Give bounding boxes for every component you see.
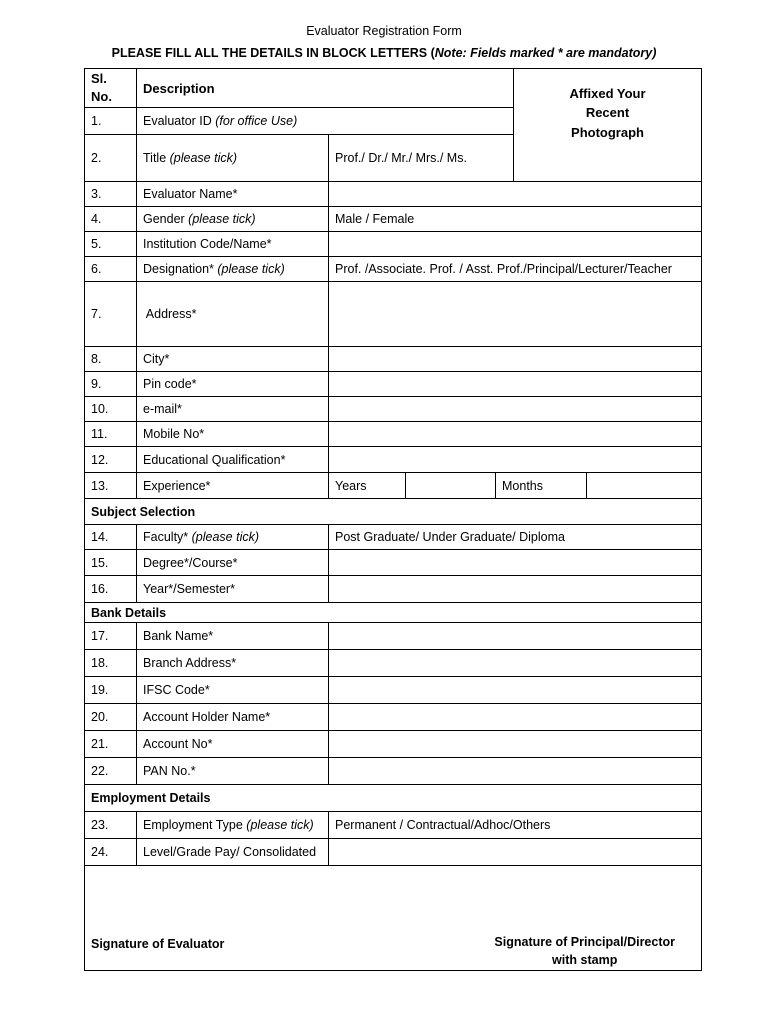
form-row-account-no — [85, 731, 702, 758]
field-label: Evaluator Name* — [137, 182, 329, 207]
title-options[interactable]: Prof./ Dr./ Mr./ Mrs./ Ms. — [329, 135, 514, 182]
form-row-gender — [85, 207, 702, 232]
row-number: 1. — [85, 108, 137, 135]
field-label: Designation* (please tick) — [137, 257, 329, 282]
form-row-institution — [85, 232, 702, 257]
field-label: Institution Code/Name* — [137, 232, 329, 257]
pan-field[interactable] — [329, 758, 702, 785]
section-bank-details — [85, 603, 702, 623]
form-row-branch-address — [85, 650, 702, 677]
pincode-field[interactable] — [329, 372, 702, 397]
form-row-employment-type — [85, 812, 702, 839]
form-row-designation — [85, 257, 702, 282]
field-label: e-mail* — [137, 397, 329, 422]
row-number: 15. — [85, 550, 137, 576]
row-number: 21. — [85, 731, 137, 758]
row-number: 17. — [85, 623, 137, 650]
photo-box: Affixed Your Recent Photograph — [514, 69, 702, 182]
field-label: Bank Name* — [137, 623, 329, 650]
faculty-options[interactable]: Post Graduate/ Under Graduate/ Diploma — [329, 525, 702, 550]
address-field[interactable] — [329, 282, 702, 347]
form-row-ifsc — [85, 677, 702, 704]
row-number: 24. — [85, 839, 137, 866]
row-number: 18. — [85, 650, 137, 677]
section-heading: Subject Selection — [85, 499, 702, 525]
account-holder-field[interactable] — [329, 704, 702, 731]
form-row-year — [85, 576, 702, 603]
row-number: 19. — [85, 677, 137, 704]
form-row-faculty — [85, 525, 702, 550]
field-label: Evaluator ID (for office Use) — [137, 108, 514, 135]
mobile-field[interactable] — [329, 422, 702, 447]
field-label: Title (please tick) — [137, 135, 329, 182]
row-number: 9. — [85, 372, 137, 397]
gender-options[interactable]: Male / Female — [329, 207, 702, 232]
row-number: 3. — [85, 182, 137, 207]
employment-type-options[interactable]: Permanent / Contractual/Adhoc/Others — [329, 812, 702, 839]
field-label: Account No* — [137, 731, 329, 758]
field-label: Pin code* — [137, 372, 329, 397]
form-row-degree — [85, 550, 702, 576]
designation-options[interactable]: Prof. /Associate. Prof. / Asst. Prof./Principal/Lecturer/Teacher — [329, 257, 702, 282]
row-number: 4. — [85, 207, 137, 232]
form-row-evaluator-name — [85, 182, 702, 207]
bank-name-field[interactable] — [329, 623, 702, 650]
row-number: 12. — [85, 447, 137, 473]
section-subject-selection — [85, 499, 702, 525]
field-label: Branch Address* — [137, 650, 329, 677]
form-row-email — [85, 397, 702, 422]
section-heading: Employment Details — [85, 785, 702, 812]
form-row-city — [85, 347, 702, 372]
form-row-qualification — [85, 447, 702, 473]
branch-address-field[interactable] — [329, 650, 702, 677]
year-field[interactable] — [329, 576, 702, 603]
instructions-text: PLEASE FILL ALL THE DETAILS IN BLOCK LETTERS ( — [111, 46, 435, 60]
row-number: 16. — [85, 576, 137, 603]
description-header: Description — [137, 69, 514, 108]
row-number: 23. — [85, 812, 137, 839]
mandatory-note: Note: Fields marked * are mandatory) — [434, 46, 657, 60]
field-label: Address* — [137, 282, 329, 347]
section-employment-details — [85, 785, 702, 812]
evaluator-name-field[interactable] — [329, 182, 702, 207]
row-number: 2. — [85, 135, 137, 182]
form-title: Evaluator Registration Form — [306, 24, 462, 38]
form-row-address — [85, 282, 702, 347]
principal-signature-label: Signature of Principal/Director with stamp — [494, 935, 675, 967]
row-number: 11. — [85, 422, 137, 447]
years-field[interactable] — [406, 473, 496, 499]
months-field[interactable] — [587, 473, 702, 499]
grade-pay-field[interactable] — [329, 839, 702, 866]
row-number: 5. — [85, 232, 137, 257]
form-row-mobile — [85, 422, 702, 447]
form-row-pincode — [85, 372, 702, 397]
table-header-row — [85, 69, 702, 108]
field-label: IFSC Code* — [137, 677, 329, 704]
row-number: 7. — [85, 282, 137, 347]
field-label: Gender (please tick) — [137, 207, 329, 232]
field-label: Employment Type (please tick) — [137, 812, 329, 839]
field-label: Account Holder Name* — [137, 704, 329, 731]
row-number: 10. — [85, 397, 137, 422]
field-label: Faculty* (please tick) — [137, 525, 329, 550]
row-number: 8. — [85, 347, 137, 372]
field-label: Educational Qualification* — [137, 447, 329, 473]
sl-no-header: Sl. No. — [85, 69, 137, 108]
form-instructions — [0, 46, 768, 60]
qualification-field[interactable] — [329, 447, 702, 473]
years-label: Years — [329, 473, 406, 499]
row-number: 20. — [85, 704, 137, 731]
field-label: Mobile No* — [137, 422, 329, 447]
field-label: PAN No.* — [137, 758, 329, 785]
institution-field[interactable] — [329, 232, 702, 257]
field-label: Level/Grade Pay/ Consolidated — [137, 839, 329, 866]
row-number: 14. — [85, 525, 137, 550]
form-row-bank-name — [85, 623, 702, 650]
city-field[interactable] — [329, 347, 702, 372]
field-label: Degree*/Course* — [137, 550, 329, 576]
email-field[interactable] — [329, 397, 702, 422]
section-heading: Bank Details — [85, 603, 702, 623]
form-row-experience — [85, 473, 702, 499]
row-number: 22. — [85, 758, 137, 785]
account-no-field[interactable] — [329, 731, 702, 758]
form-row-grade-pay — [85, 839, 702, 866]
evaluator-signature-label: Signature of Evaluator — [91, 937, 225, 951]
degree-field[interactable] — [329, 550, 702, 576]
row-number: 6. — [85, 257, 137, 282]
field-label: Experience* — [137, 473, 329, 499]
form-row-pan — [85, 758, 702, 785]
signature-row — [85, 866, 702, 971]
ifsc-field[interactable] — [329, 677, 702, 704]
form-row-account-holder — [85, 704, 702, 731]
row-number: 13. — [85, 473, 137, 499]
registration-table — [84, 68, 702, 971]
field-label: City* — [137, 347, 329, 372]
signature-area — [85, 866, 702, 971]
months-label: Months — [496, 473, 587, 499]
field-label: Year*/Semester* — [137, 576, 329, 603]
